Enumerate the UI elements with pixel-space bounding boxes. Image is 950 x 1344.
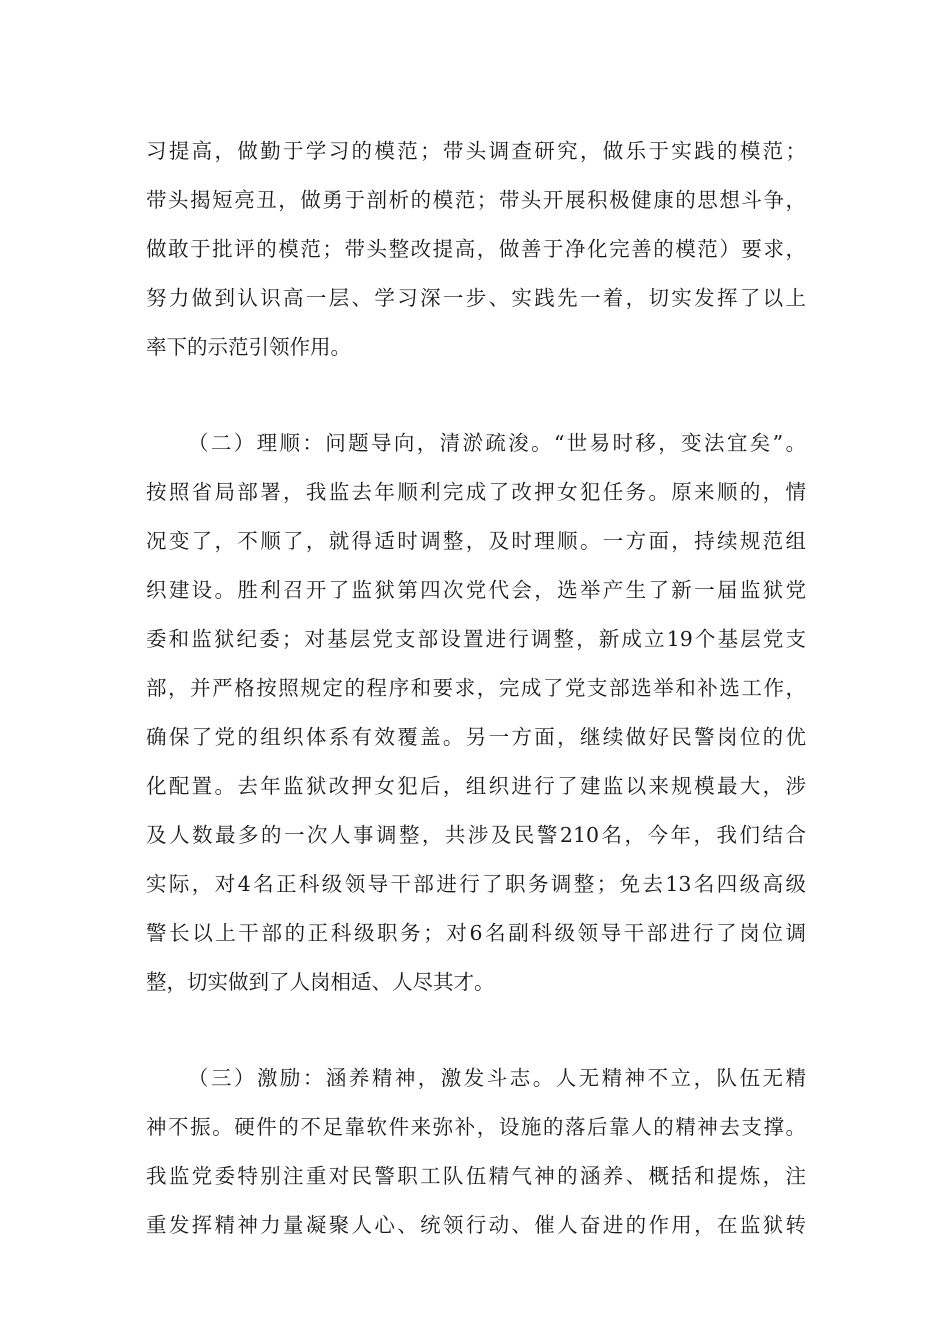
paragraph-2-line-8: 化配置。去年监狱改押女犯后，组织进行了建监以来规模最大，涉 xyxy=(146,774,806,798)
paragraph-2-line-7: 确保了党的组织体系有效覆盖。另一方面，继续做好民警岗位的优 xyxy=(146,725,806,749)
paragraph-2-line-10: 实际，对4名正科级领导干部进行了职务调整；免去13名四级高级 xyxy=(146,872,806,896)
paragraph-2-line-6: 部，并严格按照规定的程序和要求，完成了党支部选举和补选工作， xyxy=(146,676,806,700)
paragraph-1-line-4: 努力做到认识高一层、学习深一步、实践先一着，切实发挥了以上 xyxy=(146,286,806,310)
paragraph-3-line-2: 神不振。硬件的不足靠软件来弥补，设施的落后靠人的精神去支撑。 xyxy=(146,1115,806,1139)
paragraph-1-line-2: 带头揭短亮丑，做勇于剖析的模范；带头开展积极健康的思想斗争， xyxy=(146,188,806,212)
paragraph-2-line-4: 织建设。胜利召开了监狱第四次党代会，选举产生了新一届监狱党 xyxy=(146,578,806,602)
paragraph-1-line-5: 率下的示范引领作用。 xyxy=(146,335,351,359)
paragraph-2-line-1: （二）理顺：问题导向，清淤疏浚。“世易时移，变法宜矣”。 xyxy=(188,431,806,455)
paragraph-3-line-1: （三）激励：涵养精神，激发斗志。人无精神不立，队伍无精 xyxy=(188,1066,806,1090)
paragraph-2-line-3: 况变了，不顺了，就得适时调整，及时理顺。一方面，持续规范组 xyxy=(146,529,806,553)
paragraph-2-line-12: 整，切实做到了人岗相适、人尽其才。 xyxy=(146,970,495,994)
paragraph-3-line-4: 重发挥精神力量凝聚人心、统领行动、催人奋进的作用，在监狱转 xyxy=(146,1213,806,1237)
paragraph-2-line-2: 按照省局部署，我监去年顺利完成了改押女犯任务。原来顺的，情 xyxy=(146,480,806,504)
paragraph-2-line-5: 委和监狱纪委；对基层党支部设置进行调整，新成立19个基层党支 xyxy=(146,627,806,651)
paragraph-2-line-11: 警长以上干部的正科级职务；对6名副科级领导干部进行了岗位调 xyxy=(146,921,806,945)
paragraph-1-line-3: 做敢于批评的模范；带头整改提高，做善于净化完善的模范）要求， xyxy=(146,237,806,261)
paragraph-2-line-9: 及人数最多的一次人事调整，共涉及民警210名，今年，我们结合 xyxy=(146,823,806,847)
paragraph-3-line-3: 我监党委特别注重对民警职工队伍精气神的涵养、概括和提炼，注 xyxy=(146,1164,806,1188)
paragraph-1-line-1: 习提高，做勤于学习的模范；带头调查研究，做乐于实践的模范； xyxy=(146,139,806,163)
